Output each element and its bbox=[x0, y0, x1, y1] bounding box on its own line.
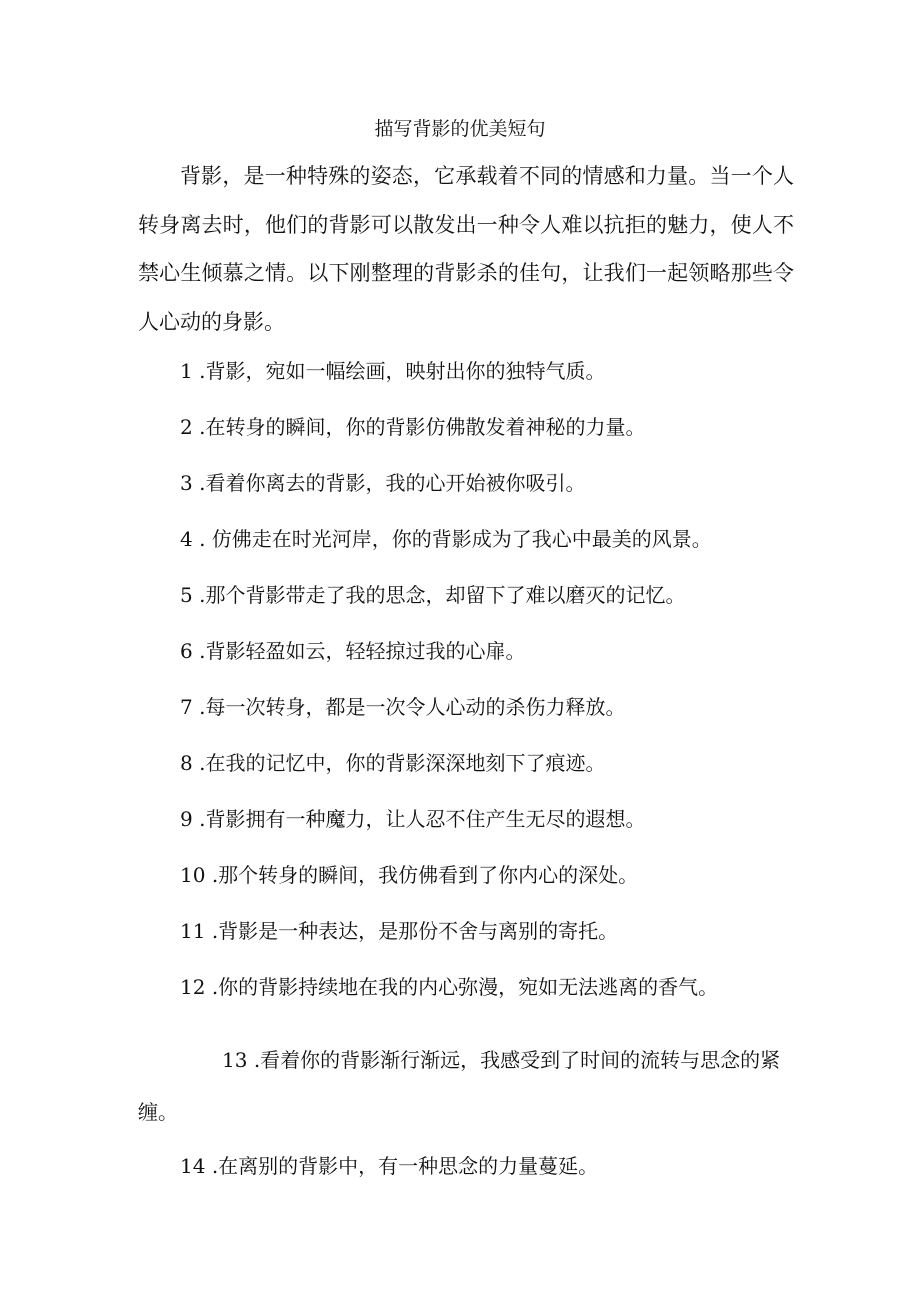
item-number: 14 bbox=[180, 1154, 206, 1178]
item-text: .背影轻盈如云，轻轻掠过我的心扉。 bbox=[199, 639, 526, 663]
intro-paragraph: 背影，是一种特殊的姿态，它承载着不同的情感和力量。当一个人转身离去时，他们的背影可以散发出一种令人难以抗拒的魅力，使人不禁心生倾慕之情。以下刚整理的背影杀的佳句，让我们一起领略那些令人心动的身影。 bbox=[138, 164, 794, 334]
item-text: .背影是一种表达，是那份不舍与离别的寄托。 bbox=[211, 919, 619, 943]
item-number: 10 bbox=[180, 863, 206, 887]
item-text: .背影，宛如一幅绘画，映射出你的独特气质。 bbox=[199, 359, 606, 383]
list-item bbox=[138, 851, 794, 899]
document-title: 描写背影的优美短句 bbox=[374, 118, 546, 140]
item-number: 2 bbox=[180, 415, 193, 439]
list-item bbox=[138, 459, 794, 507]
item-number: 9 bbox=[180, 807, 193, 831]
list-item bbox=[138, 571, 794, 619]
item-number: 12 bbox=[180, 975, 206, 999]
item-text: . 仿佛走在时光河岸，你的背影成为了我心中最美的风景。 bbox=[199, 527, 712, 551]
list-item bbox=[138, 403, 794, 451]
item-text: .你的背影持续地在我的内心弥漫，宛如无法逃离的香气。 bbox=[211, 975, 719, 999]
item-text: .背影拥有一种魔力，让人忍不住产生无尽的遐想。 bbox=[199, 807, 646, 831]
list-item bbox=[138, 347, 794, 395]
list-item bbox=[138, 627, 794, 675]
item-text: .在我的记忆中，你的背影深深地刻下了痕迹。 bbox=[199, 751, 606, 775]
item-text: .在转身的瞬间，你的背影仿佛散发着神秘的力量。 bbox=[199, 415, 646, 439]
item-number: 1 bbox=[180, 359, 193, 383]
list-item bbox=[138, 1142, 794, 1190]
item-number: 6 bbox=[180, 639, 193, 663]
item-text: .看着你的背影渐行渐远，我感受到了时间的流转与思念的紧缠。 bbox=[138, 1048, 781, 1124]
item-number: 4 bbox=[180, 527, 193, 551]
list-item bbox=[138, 963, 794, 1011]
item-number: 11 bbox=[180, 919, 206, 943]
item-number: 7 bbox=[180, 695, 193, 719]
item-text: .看着你离去的背影，我的心开始被你吸引。 bbox=[199, 471, 586, 495]
list-item bbox=[138, 739, 794, 787]
item-text: .那个转身的瞬间，我仿佛看到了你内心的深处。 bbox=[211, 863, 639, 887]
list-item bbox=[138, 515, 794, 563]
item-text: .那个背影带走了我的思念，却留下了难以磨灭的记忆。 bbox=[199, 583, 686, 607]
item-number: 3 bbox=[180, 471, 193, 495]
item-number: 13 bbox=[222, 1048, 248, 1072]
item-number: 5 bbox=[180, 583, 193, 607]
item-number: 8 bbox=[180, 751, 193, 775]
item-text: .在离别的背影中，有一种思念的力量蔓延。 bbox=[211, 1154, 599, 1178]
list-item bbox=[138, 1034, 794, 1138]
item-text: .每一次转身，都是一次令人心动的杀伤力释放。 bbox=[199, 695, 626, 719]
list-item bbox=[138, 795, 794, 843]
list-item bbox=[138, 907, 794, 955]
list-item bbox=[138, 683, 794, 731]
